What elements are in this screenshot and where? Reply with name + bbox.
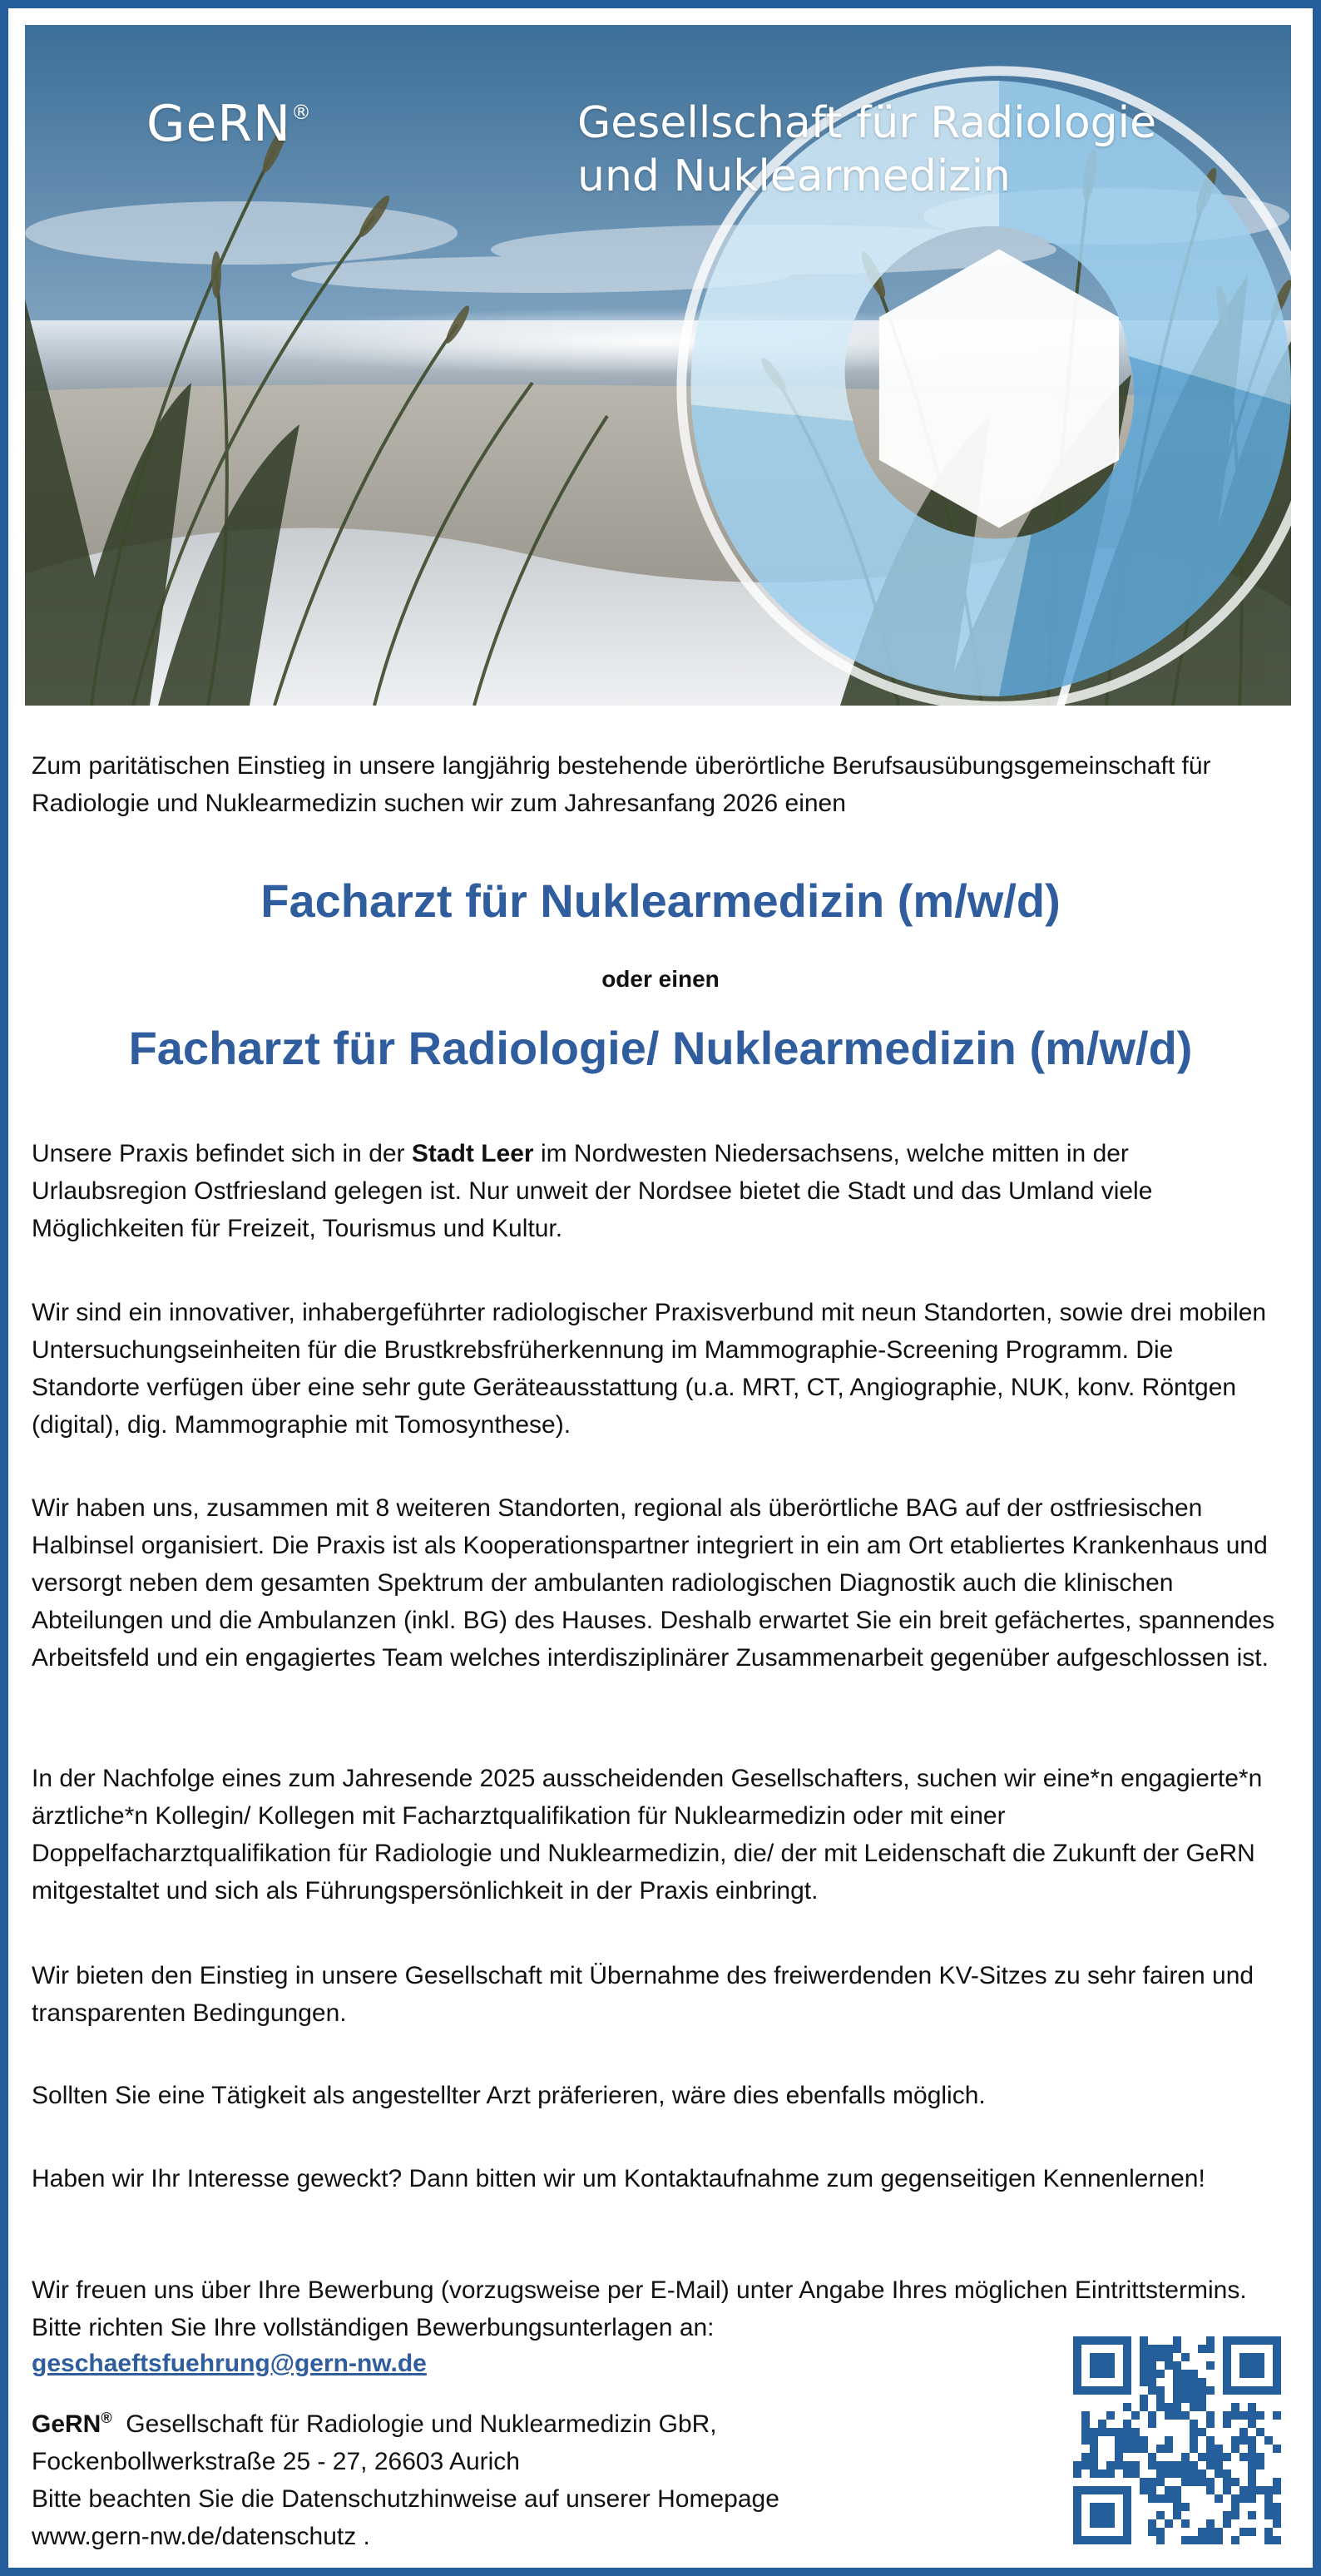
footer-org-name: Gesellschaft für Radiologie und Nuklearmedizin GbR, — [111, 2410, 717, 2438]
logo-registered-mark: ® — [290, 101, 312, 124]
footer-org-line — [32, 2400, 1046, 2443]
paragraph-offer: Wir bieten den Einstieg in unsere Gesellschaft mit Übernahme des freiwerdenden KV-Sitzes zu sehr fairen und transparenten Bedingungen. — [32, 1962, 1254, 2027]
footer-registered-mark: ® — [101, 2410, 112, 2426]
header-photo — [25, 25, 1291, 706]
intro-text: Zum paritätischen Einstieg in unsere langjährig bestehende überörtliche Berufsausübungsgemeinschaft für Radiologie und Nuklearmedizin suchen wir zum Jahresanfang 2026 einen — [32, 752, 1211, 817]
paragraph-interest: Haben wir Ihr Interesse geweckt? Dann bitten wir um Kontaktaufnahme zum gegenseitigen Kennenlernen! — [32, 2165, 1205, 2192]
alternative-separator: oder einen — [601, 966, 720, 992]
job-title-primary: Facharzt für Nuklearmedizin (m/w/d) — [260, 874, 1061, 927]
email-link[interactable]: geschaeftsfuehrung@gern-nw.de — [32, 2350, 427, 2377]
logo-abbreviation-text: GeRN — [146, 95, 291, 153]
logo-name-line-2: und Nuklearmedizin — [577, 151, 1011, 201]
job-title-alternative: Facharzt für Radiologie/ Nuklearmedizin (m/w/d) — [128, 1022, 1193, 1074]
paragraph-succession: In der Nachfolge eines zum Jahresende 2025 ausscheidenden Gesellschafters, suchen wir eine*n engagierte*n ärztliche*n Kollegin/ Kollegen mit Facharztqualifikation für Nuklearmedizin oder mit einer Doppelfacharztqualifikation für Radiologie und Nuklearmedizin, die/ der mit Leidenschaft die Zukunft der GeRN mitgestaltet und sich als Führungspersönlichkeit in der Praxis einbringt. — [32, 1765, 1263, 1905]
footer-org-short: GeRN — [32, 2410, 101, 2438]
logo-abbreviation — [146, 95, 312, 153]
paragraph-organisation: Wir haben uns, zusammen mit 8 weiteren Standorten, regional als überörtliche BAG auf der ostfriesischen Halbinsel organisiert. Die Praxis ist als Kooperationspartner integriert in ein am Ort etabliertes Krankenhaus und versorgt neben dem gesamten Spektrum der ambulanten radiologischen Diagnostik auch die klinischen Abteilungen und die Ambulanzen (inkl. BG) des Hauses. Deshalb erwartet Sie ein breit gefächertes, spannendes Arbeitsfeld und ein engagiertes Team welches interdisziplinärer Zusammenarbeit gegenüber aufgeschlossen ist. — [32, 1494, 1275, 1672]
qr-code-icon[interactable] — [1073, 2336, 1281, 2544]
paragraph-application: Wir freuen uns über Ihre Bewerbung (vorzugsweise per E-Mail) unter Angabe Ihres möglichen Eintrittstermins. Bitte richten Sie Ihre vollständigen Bewerbungsunterlagen an: — [32, 2276, 1247, 2341]
paragraph-employment-option: Sollten Sie eine Tätigkeit als angestellter Arzt präferieren, wäre dies ebenfalls möglich. — [32, 2082, 986, 2109]
footer-privacy-note: Bitte beachten Sie die Datenschutzhinweise auf unserer Homepage — [32, 2485, 779, 2513]
footer-privacy-url[interactable]: www.gern-nw.de/datenschutz . — [32, 2523, 370, 2550]
city-name: Stadt Leer — [411, 1140, 534, 1167]
footer-contact — [32, 2400, 1046, 2555]
paragraph-location-start: Unsere Praxis befindet sich in der — [32, 1140, 412, 1167]
paragraph-practice: Wir sind ein innovativer, inhabergeführter radiologischer Praxisverbund mit neun Standorten, sowie drei mobilen Untersuchungseinheiten für die Brustkrebsfrüherkennung im Mammographie-Screening Programm. Die Standorte verfügen über eine sehr gute Geräteausstattung (u.a. MRT, CT, Angiographie, NUK, konv. Röntgen (digital), dig. Mammographie mit Tomosynthese). — [32, 1299, 1267, 1439]
paragraph-location — [32, 1135, 1279, 1247]
logo-name-line-1: Gesellschaft für Radiologie — [577, 98, 1157, 148]
footer-address: Fockenbollwerkstraße 25 - 27, 26603 Aurich — [32, 2448, 520, 2475]
paragraph-location-end: im Nordwesten Niedersachsens, welche mitten in der Urlaubsregion Ostfriesland gelegen ist. Nur unweit der Nordsee bietet die Stadt und das Umland viele Möglichkeiten für Freizeit, Tourismus und Kultur. — [32, 1140, 1153, 1242]
